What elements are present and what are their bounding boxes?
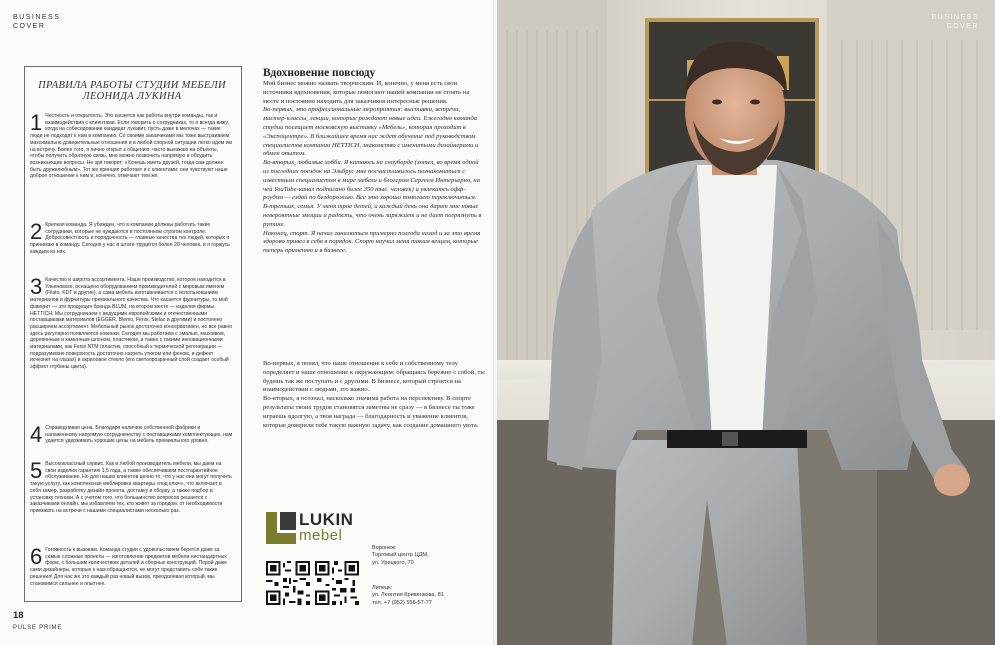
logo-mark-icon bbox=[266, 512, 296, 544]
article-body-a bbox=[263, 80, 485, 256]
qr-code-icon bbox=[266, 561, 310, 605]
rule-number: 3 bbox=[30, 274, 43, 299]
article-body-b bbox=[263, 360, 485, 430]
rule-3 bbox=[30, 274, 233, 371]
rule-4 bbox=[30, 422, 233, 447]
article-paragraph: Во-вторых, любимые хобби. Я катаюсь на сноуборде (хотел, во время одной из последних поездок на Эльбрус мне посчастливилось познакомиться с известным специалистом в мире мебели и блогером Сергеем Интерьерно, на чей YouTube-канал подписано более 350 тыс. человек) и увлекаюсь офф-роудом — ездой по бездорожью. Все это хорошо помогает переключиться. bbox=[263, 159, 480, 202]
rule-1 bbox=[30, 110, 233, 180]
section-label-right: BUSINESS COVER bbox=[931, 14, 979, 30]
magazine-name: PULSE PRIME bbox=[13, 625, 63, 631]
article-paragraph: Во-первых, я понял, что наше отношение к себе и собственному телу определяет и наше отношение к окружающим: обращаясь бережно с собой, ты будешь так же поступать и с другими. В бизнесе, который строится на взаимодействии с людьми, это важно. bbox=[263, 360, 485, 394]
address-voronezh: Воронеж: Торговый центр ЦДМ, ул. Урицкого, 70 bbox=[372, 545, 429, 566]
rule-text: Готовность к вызовам. Команда студии с удовольствием берется даже за самые сложные проекты — изготовление предметов мебели нестандартных форм, с большим количеством деталей и сборных конструкций. Порой даже сами дизайнеры, которые к нам обращаются, не могут представить себе такие решения! Для нас же это каждый раз новый вызов, преодолевая который, мы становимся сильнее и опытнее. bbox=[30, 547, 228, 587]
rule-number: 2 bbox=[30, 219, 43, 244]
section-label-left: BUSINESS COVER bbox=[13, 14, 61, 30]
portrait-photo bbox=[497, 0, 995, 645]
article-paragraph: Во-вторых, я осознал, насколько значима работа на перспективу. В спорте результаты твоих трудов становятся заметны не сразу — в бизнесе ты тоже играешь вдолгую, а твоя награда — благодарность и уважение клиентов, которые доверили тебе такую важную задачу, как создание домашнего уюта. bbox=[263, 395, 479, 429]
rule-text: Честность и открытость. Это касается как работы внутри команды, так и взаимодействия с клиентами. Если говорить о сотрудниках, то я всегда вижу, когда на собеседовании кандидат лукавит, пусть даже в мелочах — такие люди не подходят к нам в компанию. Со своими заказчиками мы тоже выстраиваем максимально доверительные отношения и в любой спорной ситуации легко идем им на встречу. Более того, я лично открыт к общению: часто выезжаю на объекты, чтобы получить обратную связь, мне можно позвонить напрямую и обсудить возникающие вопросы. Не зря говорят: «Хочешь иметь друзей, тогда сам должен быть дружелюбным». Тот же принцип работает и с клиентами: они чувствуют наше доброе отношение к ним и, конечно, отвечают тем же. bbox=[30, 113, 233, 180]
article-paragraph: Во-первых, это профессиональные мероприятия: выставки, встречи, мастер-классы, лекции, которые рождают новые идеи. Ежегодно команда студии посещает московскую выставку «Мебель», которая проходит в «Экспоцентре». В ближайшее время нас ждет обучение под руководством специалистов компании HETTICH, знакомство с именитыми дизайнерами и обмен опытом. bbox=[263, 106, 479, 158]
rule-number: 5 bbox=[30, 458, 43, 483]
rule-number: 1 bbox=[30, 110, 43, 135]
article-heading: Вдохновение повсюду bbox=[263, 67, 376, 79]
lukin-mebel-logo bbox=[266, 511, 358, 547]
rule-6 bbox=[30, 544, 233, 587]
rule-2 bbox=[30, 219, 233, 256]
rule-number: 6 bbox=[30, 544, 43, 569]
rule-text: Высококлассный сервис. Как и любой производитель мебели, мы даем на свои изделия гарантию 1,5 года, а также обеспечиваем постгарантийное обслуживание. Но для наших клиентов ценно то, что у нас они могут получить такую услугу, как комплексная меблировка квартиры «под ключ», что включает в себя замер, разработку дизайн-проекта, доставку и сборку, а также подбор и установку техники. А с учетом того, что большинство вопросов решается с заказчиками онлайн, мы избавляем тех, кто живет за городом, от необходимости приезжать на встречи с нашими специалистами несколько раз. bbox=[30, 461, 232, 514]
rule-text: Качество и широта ассортимента. Наше производство, которое находится в Ульяновске, оснащено оборудованием производителей с мировым именем (Filato, KDT и другие), а сама мебель изготавливается с использованием материалов и фурнитуры премиального качества. Что касается фурнитуры, то мой фаворит — это продукция бренда BLUM, на втором месте — изделия фирмы HETTICH. Мы сотрудничаем с ведущими европейскими и отечественными поставщиками материалов (EGGER, Blemo, Fenix, Stelac и другими) и постоянно расширяем ассортимент. Мебельный рынок достаточно консервативен, но все равно здесь регулярно появляются новинки. Сегодня мы работаем с эмалью, массивом, деревянным и каменным шпоном, пластиком, а также с такими инновационными материалами, как Fenix NTM (пластик, способный к термической регенерации — подразумеваю поверхность достаточно нагреть утюгом или феном, и дефект исчезнет на глазах) и акриловое стекло (его светопрозрачный слой создает особый эффект глубины цвета). bbox=[30, 277, 233, 371]
page-number: 18 bbox=[13, 610, 24, 621]
left-page bbox=[0, 0, 497, 645]
address-lipetsk: Липецк: ул. Леонтия Кривенкова, 81 тел. +7 (952) 556-57-77 bbox=[372, 585, 444, 606]
rules-title: ПРАВИЛА РАБОТЫ СТУДИИ МЕБЕЛИ ЛЕОНИДА ЛУКИНА bbox=[38, 80, 226, 102]
rule-5 bbox=[30, 458, 233, 515]
qr-code-icon bbox=[315, 561, 359, 605]
rule-text: Крепкая команда. Я убежден, что в компании должны работать такие сотрудники, которые не нуждаются в постоянном строгом контроле. Добросовестность и порядочность — главные качества тех людей, которых я принимаю в команду. Сегодня у нас в штате трудится более 20 человек, и я горжусь каждым из них. bbox=[30, 222, 230, 255]
logo-word-mebel: mebel bbox=[299, 527, 343, 544]
article-paragraph: Мой бизнес можно назвать творческим. И, конечно, у меня есть свои источники вдохновения, которые помогают нашей компании не стоять на месте и постоянно находить для заказчиков интересные решения. bbox=[263, 80, 470, 105]
article-paragraph: В-третьих, семья. У меня трое детей, и каждый день они дарят мне новые невероятные эмоции и радость, что очень заряжает и не дает погрязнуть в рутине. bbox=[263, 203, 482, 228]
rule-text: Справедливая цена. Благодаря наличию собственной фабрики и налаженному напрямую сотрудничеству с поставщиками комплектующих, нам удается удерживать хорошие цены на мебель премиального уровня. bbox=[45, 425, 233, 445]
article-paragraph: Наконец, спорт. Я начал заниматься примерно полгода назад и за это время здорово привел в себя в порядок. Спорт научил меня таким вещам, которые теперь применяю и в бизнесе. bbox=[263, 229, 481, 255]
cover-photo bbox=[497, 0, 995, 645]
rule-number: 4 bbox=[30, 422, 43, 447]
logo-word-lukin: LUKIN bbox=[299, 510, 354, 529]
